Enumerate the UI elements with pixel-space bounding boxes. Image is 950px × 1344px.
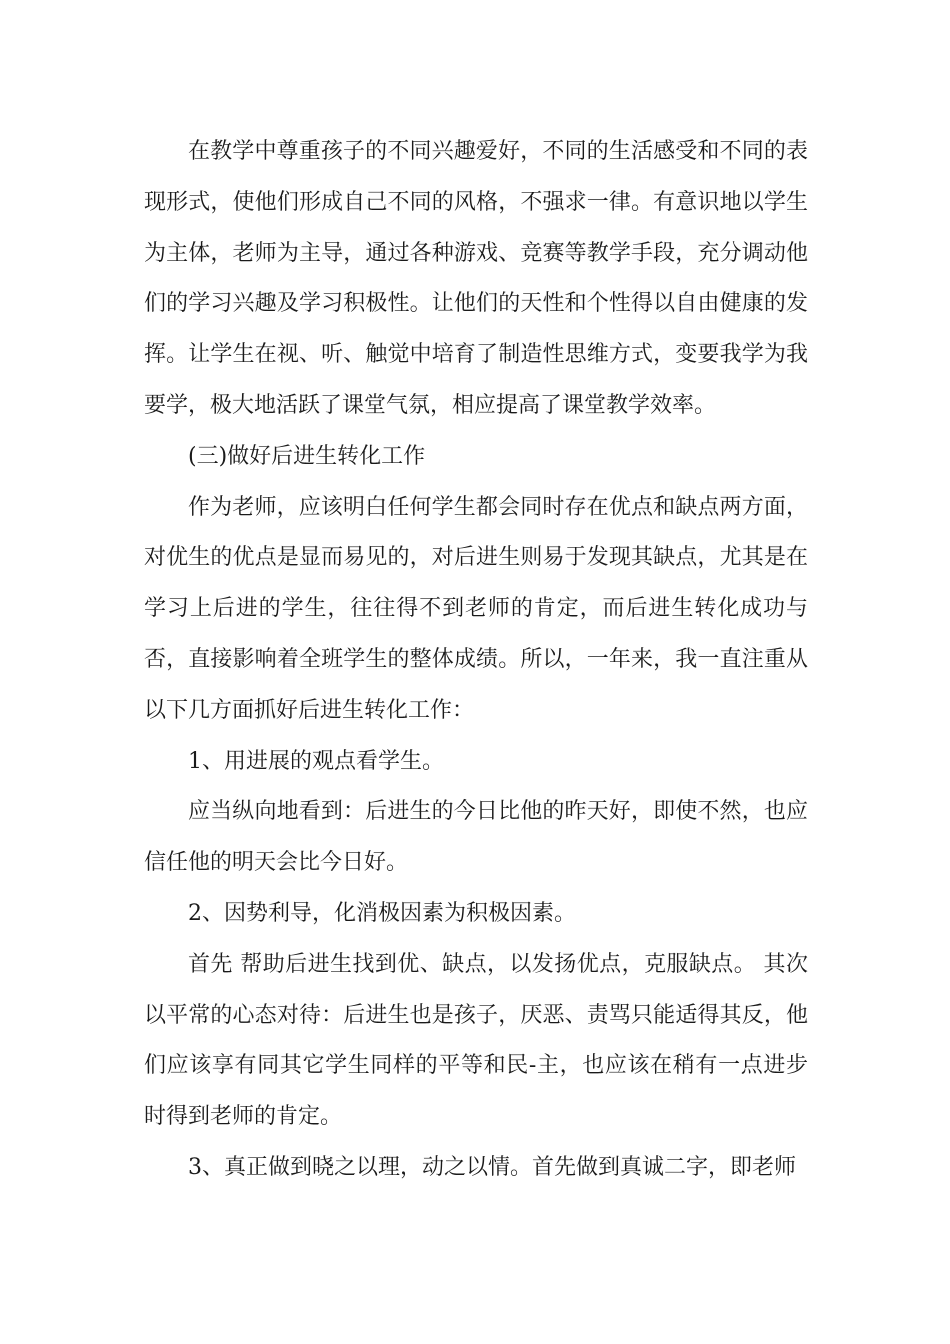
list-item-1: 1、用进展的观点看学生。 [188,748,444,774]
paragraph-teaching-interests: 在教学中尊重孩子的不同兴趣爱好，不同的生活感受和不同的表现形式，使他们形成自己不同的风格，不强求一律。有意识地以学生为主体，老师为主导，通过各种游戏、竞赛等教学手段，充分调动他们的学习兴趣及学习积极性。让他们的天性和个性得以自由健康的发挥。让学生在视、听、触觉中培育了制造性思维方式，变要我学为我要学，极大地活跃了课堂气氛，相应提高了课堂教学效率。 [144,139,808,418]
list-item-3: 3、真正做到晓之以理，动之以情。首先做到真诚二字，即老师 [188,1154,796,1180]
paragraph-strengths-weaknesses: 首先 帮助后进生找到优、缺点，以发扬优点，克服缺点。 其次以平常的心态对待：后进生也是孩子，厌恶、责骂只能适得其反，他们应该享有同其它学生同样的平等和民-主，也应该在稍有一点进步时得到老师的肯定。 [144,951,808,1130]
document-body [144,127,808,1194]
paragraph-teacher-role: 作为老师，应该明白任何学生都会同时存在优点和缺点两方面，对优生的优点是显而易见的，对后进生则易于发现其缺点，尤其是在学习上后进的学生，往往得不到老师的肯定，而后进生转化成功与否，直接影响着全班学生的整体成绩。所以，一年来，我一直注重从以下几方面抓好后进生转化工作： [144,494,808,723]
list-item-2: 2、因势利导，化消极因素为积极因素。 [188,900,576,926]
paragraph-vertical-view: 应当纵向地看到：后进生的今日比他的昨天好，即使不然，也应信任他的明天会比今日好。 [144,799,808,876]
section-heading-3: (三)做好后进生转化工作 [188,443,426,469]
